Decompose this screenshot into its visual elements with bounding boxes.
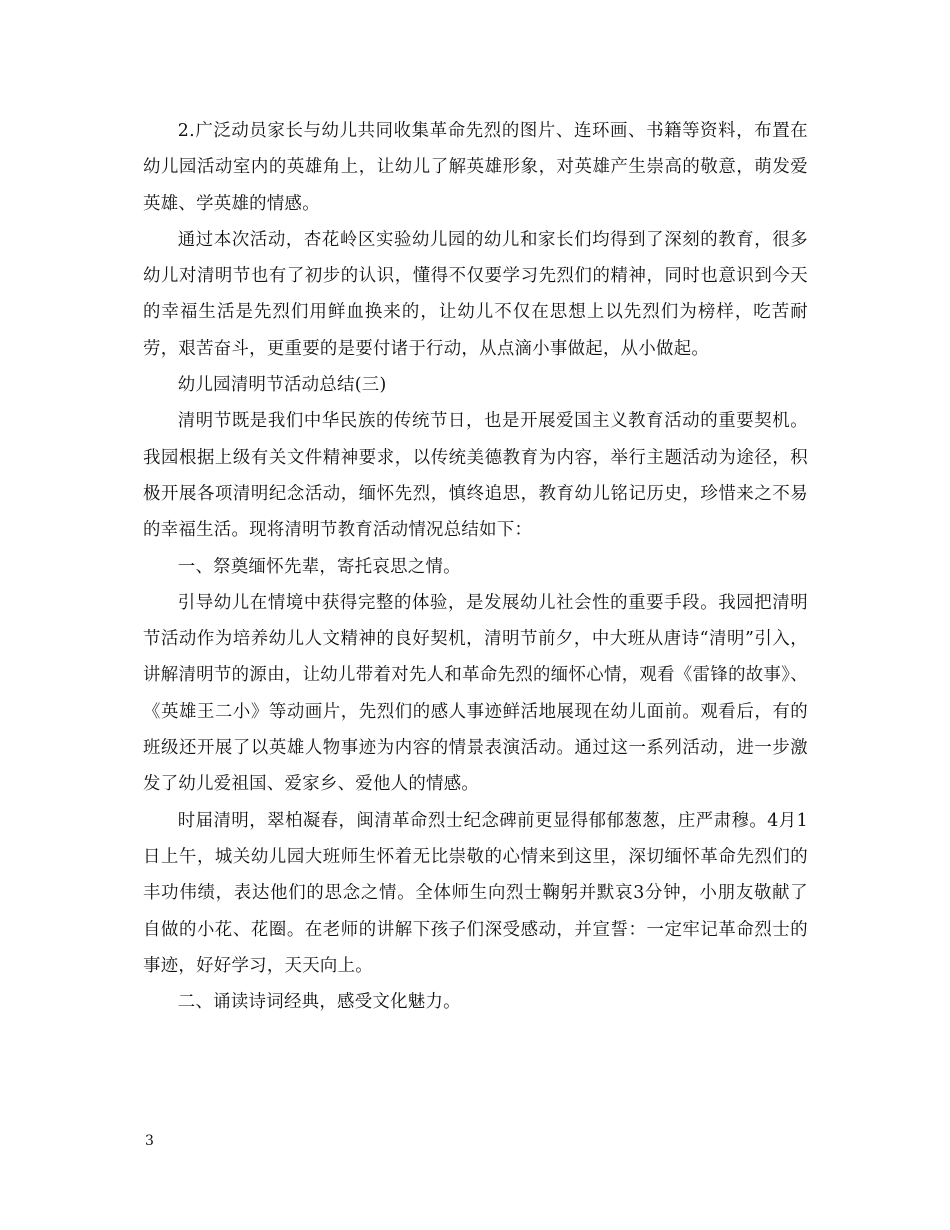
- paragraph-activity-outcome: 通过本次活动，杏花岭区实验幼儿园的幼儿和家长们均得到了深刻的教育，很多幼儿对清明节也有了初步的认识，懂得不仅要学习先烈们的精神，同时也意识到今天的幸福生活是先烈们用鲜血换来的，让幼儿不仅在思想上以先烈们为榜样，吃苦耐劳，艰苦奋斗，更重要的是要付诸于行动，从点滴小事做起，从小做起。: [143, 229, 808, 359]
- paragraph-introduction: 清明节既是我们中华民族的传统节日，也是开展爱国主义教育活动的重要契机。我园根据上级有关文件精神要求，以传统美德教育为内容，举行主题活动为途径，积极开展各项清明纪念活动，缅怀先烈，慎终追思，教育幼儿铭记历史，珍惜来之不易的幸福生活。现将清明节教育活动情况总结如下：: [143, 411, 808, 541]
- paragraph-memorial-visit: 时届清明，翠柏凝春，闽清革命烈士纪念碑前更显得郁郁葱葱，庄严肃穆。4月1日上午，城关幼儿园大班师生怀着无比崇敬的心情来到这里，深切缅怀革命先烈们的丰功伟绩，表达他们的思念之情。全体师生向烈士鞠躬并默哀3分钟，小朋友敬献了自做的小花、花圈。在老师的讲解下孩子们深受感动，并宣誓：一定牢记革命烈士的事迹，好好学习，天天向上。: [143, 810, 808, 976]
- heading-part-two: 二、诵读诗词经典，感受文化魅力。: [177, 992, 461, 1013]
- section-title: 幼儿园清明节活动总结(三): [177, 375, 387, 396]
- heading-part-one: 一、祭奠缅怀先辈，寄托哀思之情。: [177, 556, 461, 577]
- document-body: [143, 113, 808, 1020]
- paragraph-situational-experience: 引导幼儿在情境中获得完整的体验，是发展幼儿社会性的重要手段。我园把清明节活动作为培养幼儿人文精神的良好契机，清明节前夕，中大班从唐诗“清明”引入，讲解清明节的源由，让幼儿带着对先人和革命先烈的缅怀心情，观看《雷锋的故事》、《英雄王二小》等动画片，先烈们的感人事迹鲜活地展现在幼儿面前。观看后，有的班级还开展了以英雄人物事迹为内容的情景表演活动。通过这一系列活动，进一步激发了幼儿爱祖国、爱家乡、爱他人的情感。: [143, 592, 808, 795]
- paragraph-collect-materials: 2.广泛动员家长与幼儿共同收集革命先烈的图片、连环画、书籍等资料，布置在幼儿园活动室内的英雄角上，让幼儿了解英雄形象，对英雄产生崇高的敬意，萌发爱英雄、学英雄的情感。: [143, 121, 808, 214]
- page-number: 3: [145, 1133, 154, 1149]
